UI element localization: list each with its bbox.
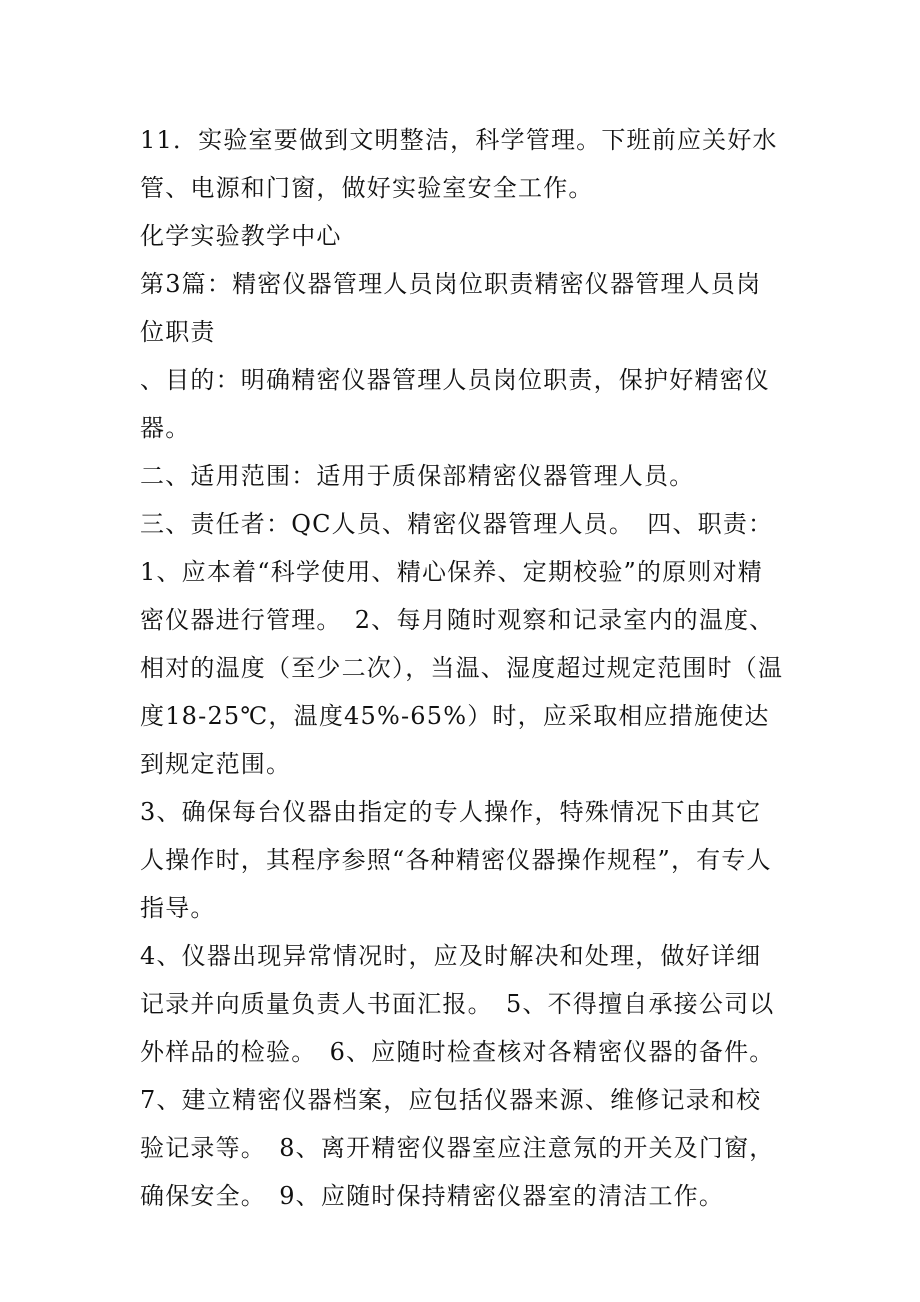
paragraph-duty-1-2: 1、应本着“科学使用、精心保养、定期校验”的原则对精密仪器进行管理。 2、每月随时观察和记录室内的温度、相对的温度（至少二次），当温、湿度超过规定范围时（温度18-25℃，温度45%-65%）时，应采取相应措施使达到规定范围。 (140, 558, 784, 778)
paragraph-signature-center: 化学实验教学中心 (140, 222, 342, 250)
paragraph-duty-7-9: 7、建立精密仪器档案，应包括仪器来源、维修记录和校验记录等。 8、离开精密仪器室应注意氖的开关及门窗，确保安全。 9、应随时保持精密仪器室的清洁工作。 (140, 1086, 775, 1210)
paragraph-scope: 二、适用范围：适用于质保部精密仪器管理人员。 (140, 462, 695, 490)
document-body (140, 116, 784, 1220)
paragraph-duty-4-6: 4、仪器出现异常情况时，应及时解决和处理，做好详细记录并向质量负责人书面汇报。 5、不得擅自承接公司以外样品的检验。 6、应随时检查核对各精密仪器的备件。 (140, 942, 775, 1066)
paragraph-duty-3: 3、确保每台仪器由指定的专人操作，特殊情况下由其它人操作时，其程序参照“各种精密仪器操作规程”，有专人指导。 (140, 798, 772, 922)
paragraph-lab-rule-11: 11．实验室要做到文明整洁，科学管理。下班前应关好水管、电源和门窗，做好实验室安全工作。 (140, 126, 778, 202)
paragraph-purpose: 、目的：明确精密仪器管理人员岗位职责，保护好精密仪器。 (140, 366, 770, 442)
paragraph-responsible: 三、责任者：QC人员、精密仪器管理人员。 四、职责： (140, 510, 774, 538)
paragraph-chapter-title: 第3篇：精密仪器管理人员岗位职责精密仪器管理人员岗位职责 (140, 270, 762, 346)
